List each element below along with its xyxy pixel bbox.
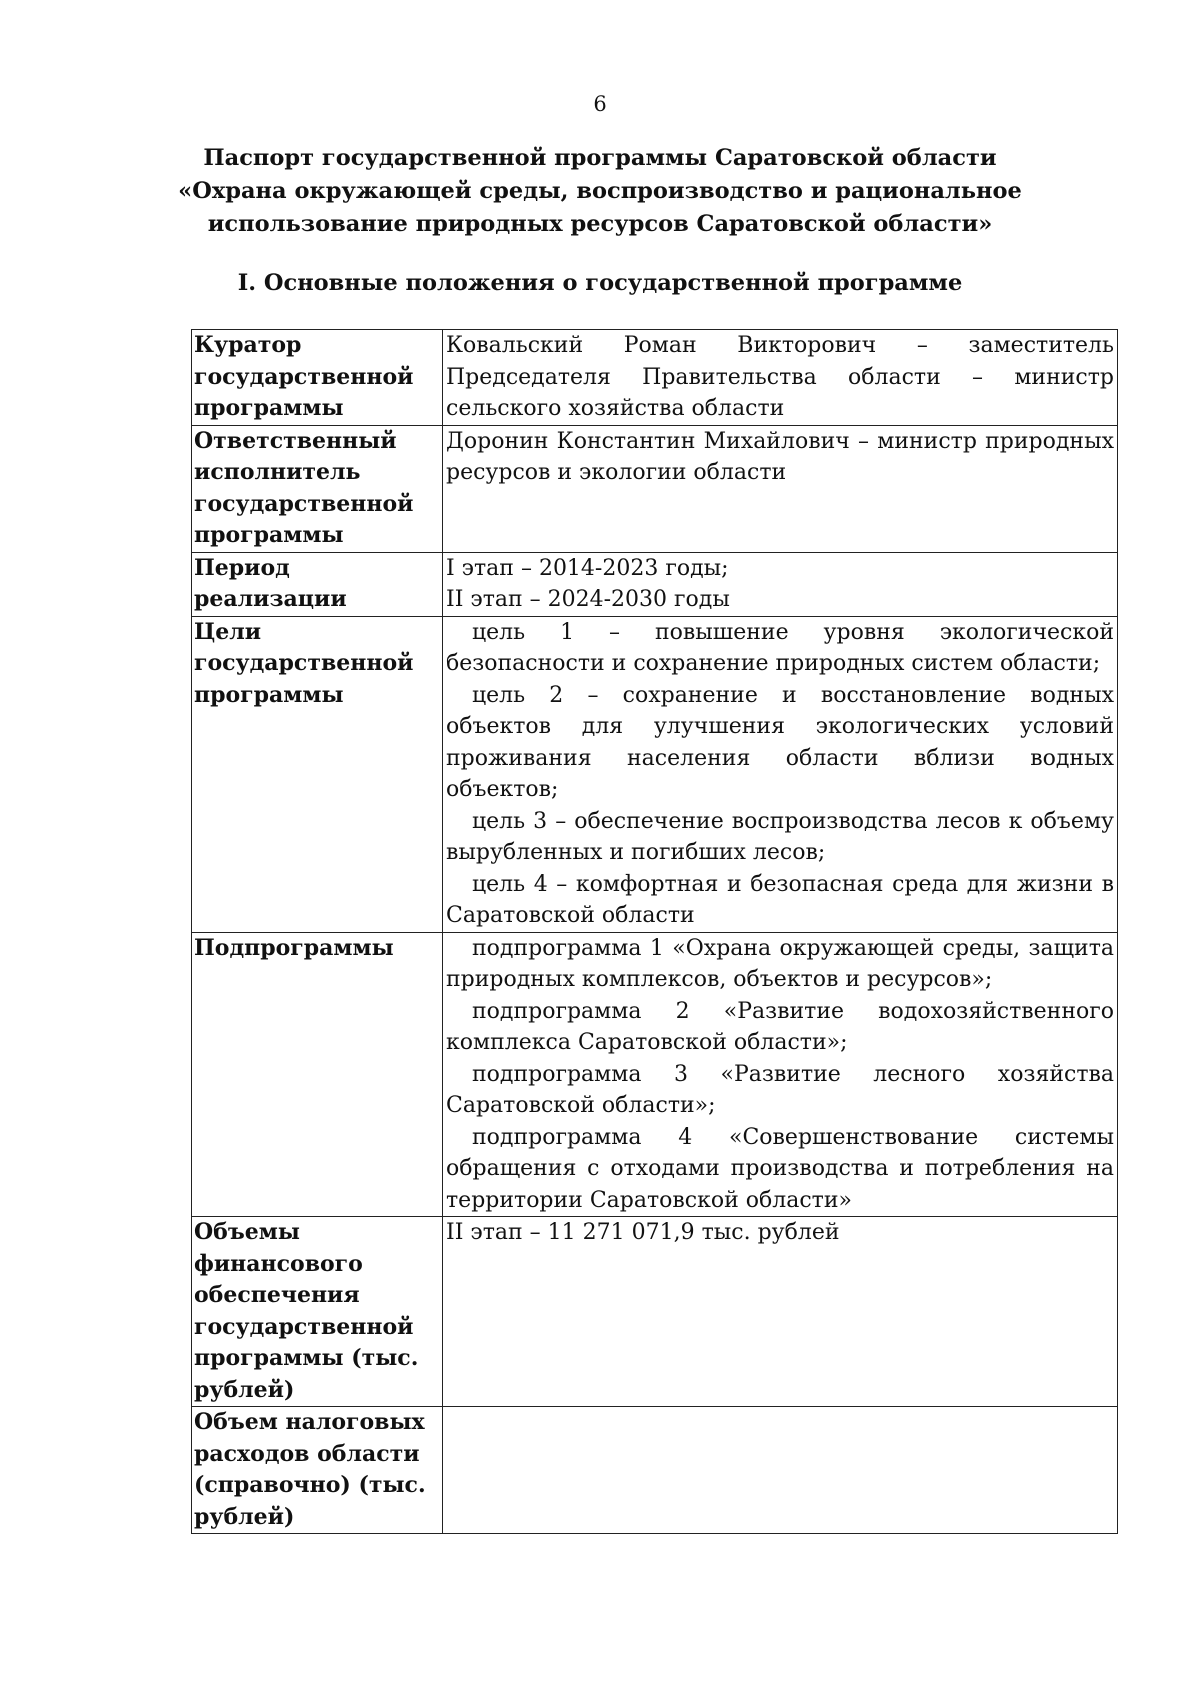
- goal-item: цель 4 – комфортная и безопасная среда для жизни в Саратовской области: [446, 871, 1114, 928]
- period-label: Период реализации: [192, 552, 443, 616]
- goal-item: цель 3 – обеспечение воспроизводства лесов к объему вырубленных и погибших лесов;: [446, 808, 1114, 865]
- table-row-funding: [192, 1217, 1118, 1407]
- goals-label: Цели государственной программы: [192, 616, 443, 932]
- subprogram-item: подпрограмма 4 «Совершенствование системы обращения с отходами производства и потребления на территории Саратовской области»: [446, 1124, 1114, 1213]
- table-row-tax-expenses: [192, 1407, 1118, 1534]
- page-number: 6: [593, 92, 607, 116]
- period-value: [443, 552, 1118, 616]
- goal-item: цель 2 – сохранение и восстановление водных объектов для улучшения экологических условий проживания населения области вблизи водных объектов;: [446, 682, 1114, 802]
- tax-expenses-label: Объем налоговых расходов области (справочно) (тыс. рублей): [192, 1407, 443, 1534]
- table-row-subprograms: [192, 932, 1118, 1217]
- table-row-goals: [192, 616, 1118, 932]
- tax-expenses-value: [443, 1407, 1118, 1534]
- funding-label: Объемы финансового обеспечения государственной программы (тыс. рублей): [192, 1217, 443, 1407]
- curator-value: Ковальский Роман Викторович – заместитель Председателя Правительства области – министр сельского хозяйства области: [443, 330, 1118, 426]
- subprogram-item: подпрограмма 3 «Развитие лесного хозяйства Саратовской области»;: [446, 1061, 1114, 1118]
- period-stage-2: II этап – 2024-2030 годы: [446, 587, 730, 612]
- subprograms-label: Подпрограммы: [192, 932, 443, 1217]
- table-row-period: [192, 552, 1118, 616]
- executor-label: Ответственный исполнитель государственной программы: [192, 425, 443, 552]
- title-line-1: Паспорт государственной программы Саратовской области: [203, 145, 997, 171]
- table-row-curator: [192, 330, 1118, 426]
- curator-label: Куратор государственной программы: [192, 330, 443, 426]
- document-title: [160, 142, 1040, 241]
- table-row-executor: [192, 425, 1118, 552]
- executor-value: Доронин Константин Михайлович – министр природных ресурсов и экологии области: [443, 425, 1118, 552]
- funding-value: II этап – 11 271 071,9 тыс. рублей: [443, 1217, 1118, 1407]
- subprograms-value: [443, 932, 1118, 1217]
- title-line-3: использование природных ресурсов Саратовской области»: [207, 211, 993, 237]
- program-passport-table: [191, 329, 1118, 1534]
- goal-item: цель 1 – повышение уровня экологической безопасности и сохранение природных систем области;: [446, 619, 1114, 676]
- period-stage-1: I этап – 2014-2023 годы;: [446, 555, 729, 581]
- subprogram-item: подпрограмма 2 «Развитие водохозяйственного комплекса Саратовской области»;: [446, 998, 1114, 1055]
- title-line-2: «Охрана окружающей среды, воспроизводство и рациональное: [178, 178, 1022, 204]
- section-heading: I. Основные положения о государственной программе: [237, 270, 963, 296]
- goals-value: [443, 616, 1118, 932]
- subprogram-item: подпрограмма 1 «Охрана окружающей среды, защита природных комплексов, объектов и ресурсов»;: [446, 935, 1114, 992]
